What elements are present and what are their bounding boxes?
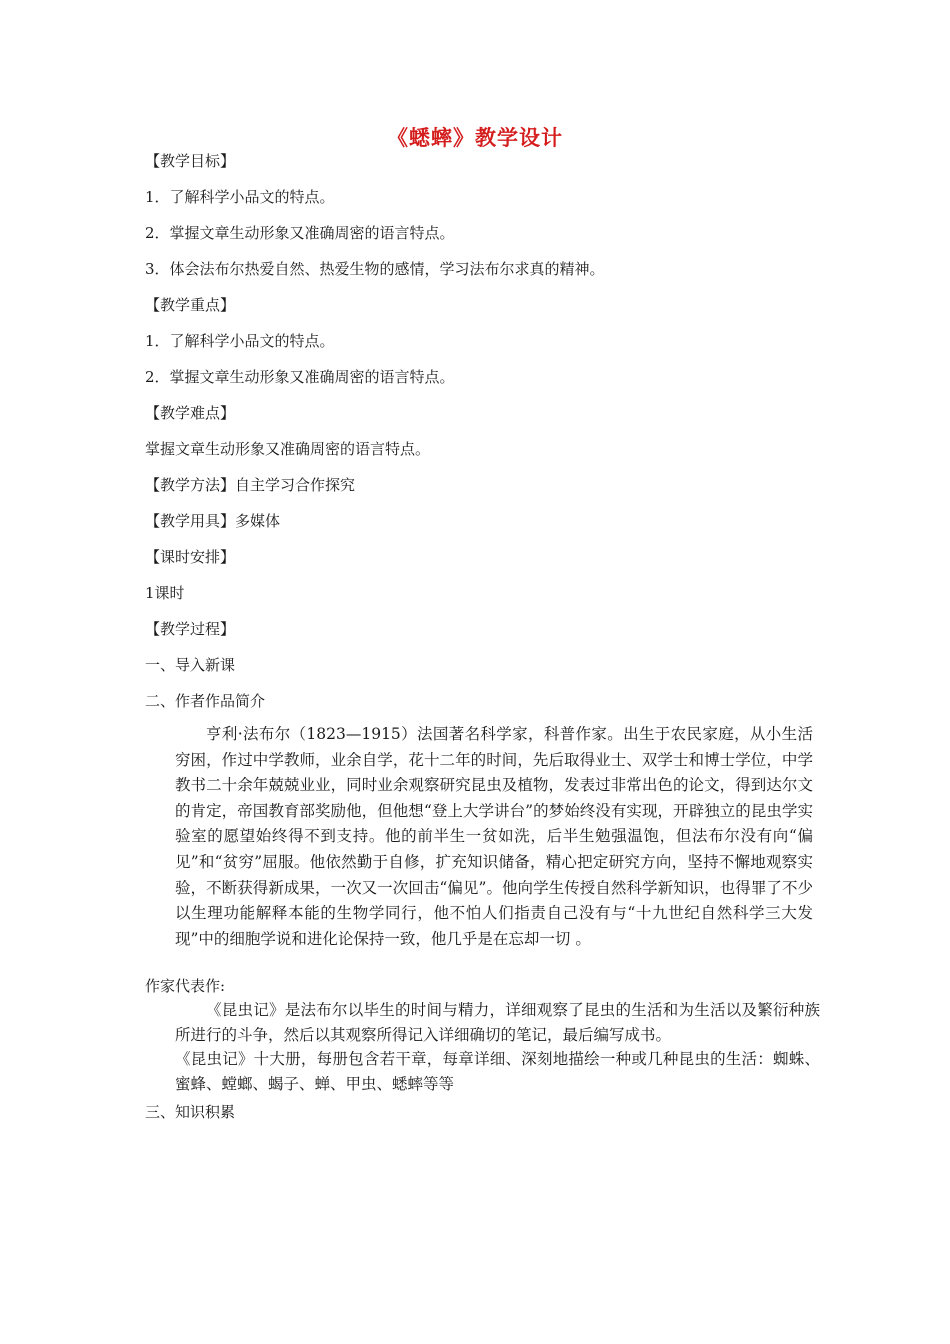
- works-paragraph-1: 《昆虫记》是法布尔以毕生的时间与精力，详细观察了昆虫的生活和为生活以及繁衍种族所进行的斗争，然后以其观察所得记入详细确切的笔记，最后编写成书。: [175, 1001, 820, 1044]
- process-step-2: 二、作者作品简介: [145, 692, 266, 710]
- process-step-3: 三、知识积累: [145, 1103, 236, 1121]
- teaching-tools: 【教学用具】多媒体: [145, 512, 281, 530]
- objectives-heading: 【教学目标】: [145, 152, 236, 170]
- key-point-item: 2．掌握文章生动形象又准确周密的语言特点。: [145, 368, 455, 386]
- works-heading: 作家代表作:: [145, 977, 226, 995]
- process-step-1: 一、导入新课: [145, 656, 236, 674]
- teaching-method: 【教学方法】自主学习合作探究: [145, 476, 356, 494]
- key-point-item: 1．了解科学小品文的特点。: [145, 332, 335, 350]
- objective-item: 2．掌握文章生动形象又准确周密的语言特点。: [145, 224, 455, 242]
- schedule-text: 1课时: [145, 584, 185, 602]
- key-points-heading: 【教学重点】: [145, 296, 236, 314]
- objective-item: 3．体会法布尔热爱自然、热爱生物的感情，学习法布尔求真的精神。: [145, 260, 605, 278]
- works-description: [175, 998, 820, 1096]
- difficulties-heading: 【教学难点】: [145, 404, 236, 422]
- schedule-heading: 【课时安排】: [145, 548, 236, 566]
- process-heading: 【教学过程】: [145, 620, 236, 638]
- author-intro-paragraph: 亨利·法布尔（1823—1915）法国著名科学家，科普作家。出生于农民家庭，从小生活穷困，作过中学教师，业余自学，花十二年的时间，先后取得业士、双学士和博士学位，中学教书二十余年兢兢业业，同时业余观察研究昆虫及植物，发表过非常出色的论文，得到达尔文的肯定，帝国教育部奖励他，但他想“登上大学讲台”的梦始终没有实现，开辟独立的昆虫学实验室的愿望始终得不到支持。他的前半生一贫如洗，后半生勉强温饱，但法布尔没有向“偏见”和“贫穷”屈服。他依然勤于自修，扩充知识储备，精心把定研究方向，坚持不懈地观察实验，不断获得新成果，一次又一次回击“偏见”。他向学生传授自然科学新知识，也得罪了不少以生理功能解释本能的生物学同行，他不怕人们指责自己没有与“十九世纪自然科学三大发现”中的细胞学说和进化论保持一致，他几乎是在忘却一切 。: [175, 725, 813, 948]
- objective-item: 1．了解科学小品文的特点。: [145, 188, 335, 206]
- works-paragraph-2: 《昆虫记》十大册，每册包含若干章，每章详细、深刻地描绘一种或几种昆虫的生活：蜘蛛、蜜蜂、螳螂、蝎子、蝉、甲虫、蟋蟀等等: [175, 1050, 820, 1093]
- difficulty-text: 掌握文章生动形象又准确周密的语言特点。: [145, 440, 431, 458]
- document-title: 《蟋蟀》教学设计: [387, 126, 563, 150]
